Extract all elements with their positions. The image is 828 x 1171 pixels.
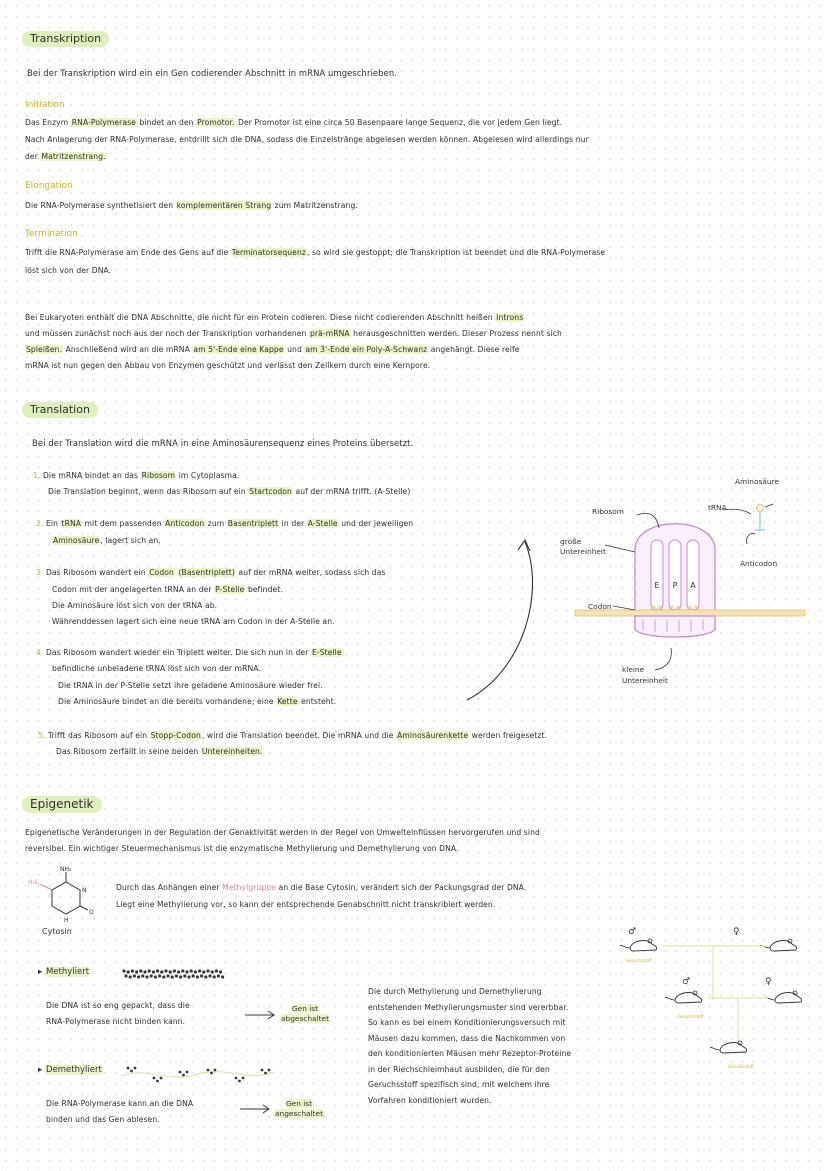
methyl-dot (150, 974, 153, 977)
cytosin-structure (26, 862, 106, 924)
arrow-shape (240, 1105, 269, 1113)
codon-pointer (613, 606, 635, 610)
highlight: Methylgruppe (222, 883, 277, 892)
mouse-text-line: Mäusen dazu kommen, dass die Nachkommen von (368, 1033, 566, 1043)
step-number: 1. (33, 471, 41, 480)
methyl-dot (215, 969, 218, 972)
text: Die Translation beginnt, wenn das Ribosom auf ein (48, 487, 249, 496)
label-codon: Codon (588, 602, 612, 611)
methyl-dot (192, 974, 195, 977)
methyl-dot (202, 970, 205, 973)
methyl-dot (207, 1069, 210, 1072)
text: und der jeweiligen (338, 519, 414, 528)
step-number: 5. (38, 731, 46, 740)
highlight: Promotor. (197, 118, 235, 127)
highlight: A-Stelle (307, 519, 338, 528)
highlight: abgeschaltet (281, 1014, 329, 1023)
methyliert-desc-1: Die DNA ist so eng gepackt, dass die (46, 1001, 190, 1010)
site-e-label: E (654, 581, 660, 590)
h3c-label: H₃C (28, 879, 40, 886)
methyl-dot (196, 975, 199, 978)
highlight: Stopp-Codon (150, 731, 201, 740)
methyl-dot (177, 970, 180, 973)
methyl-dot (198, 969, 201, 972)
text: Die RNA-Polymerase synthetisiert den (25, 201, 176, 210)
n-label: N (82, 887, 87, 894)
text: reversibel. Ein wichtiger Steuermechanismus ist die enzymatische (25, 844, 287, 853)
eukaryoten-line-2 (25, 326, 562, 341)
site-a-label: A (690, 581, 696, 590)
site-p-label: P (672, 581, 678, 590)
methyl-dot (238, 1080, 241, 1083)
methyl-dot (133, 974, 136, 977)
text: Untereinheit (560, 547, 606, 556)
mouse-text-line: in der Riechschleimhaut ausbilden, die für den (368, 1064, 550, 1074)
methyl-dot (153, 1077, 156, 1080)
methyl-dot (154, 975, 157, 978)
mouse-gen3 (710, 1041, 747, 1053)
methyl-dot (219, 970, 222, 973)
h-label: H (64, 917, 69, 924)
methyl-dot (235, 1077, 238, 1080)
text: in der (279, 519, 307, 528)
text: Das Ribosom wandert wieder ein Triplett weiter. Die sich nun in der (45, 648, 311, 657)
o-label: O (89, 909, 94, 916)
methyl-dot (183, 974, 186, 977)
mouse-text-line: Geruchsstoff spezifisch sind, mit welchem ihre (368, 1080, 550, 1089)
highlight: Gen ist (291, 1004, 319, 1013)
highlight: Demethyliert (45, 1065, 102, 1075)
methyl-dot (134, 1067, 137, 1070)
dots-group (127, 1067, 271, 1083)
text: und müssen zunächst noch aus der noch der Transkription vorhandenen (25, 329, 309, 338)
methyliert-desc-2: RNA-Polymerase nicht binden kann. (46, 1017, 186, 1026)
dots-group (122, 969, 224, 978)
methyl-dot (179, 975, 182, 978)
highlight: Matritzenstrang. (41, 152, 106, 161)
text: der (25, 152, 41, 161)
termination-line-1 (25, 245, 605, 260)
methyl-dot (261, 1069, 264, 1072)
label-trna: tRNA (708, 503, 727, 512)
termination-line-2: löst sich von der DNA. (25, 266, 112, 275)
highlight: Ribosom (141, 471, 176, 480)
methyl-dot (164, 969, 167, 972)
highlight: am 5'-Ende eine Kappe (193, 345, 284, 354)
methyl-dot (127, 970, 130, 973)
step-number: 2. (36, 519, 44, 528)
offspring-label: Geruchsstoff (728, 1064, 754, 1069)
text: Ein (45, 519, 61, 528)
methyl-dot (122, 969, 125, 972)
methyl-dot (242, 1077, 245, 1080)
dna-wave (122, 1072, 274, 1077)
large-subunit-pointer (605, 545, 635, 552)
text: Anschließend wird an die mRNA (63, 345, 193, 354)
methyl-dot (145, 975, 148, 978)
demethylated-dna-dots (118, 1060, 278, 1086)
methyl-dot (129, 975, 132, 978)
text: Das Ribosom zerfällt in seine beiden (56, 747, 201, 756)
text: herausgeschnitten werden. Dieser Prozess nennt sich (350, 329, 562, 338)
bond-ch3 (40, 884, 52, 890)
methyl-dot (213, 975, 216, 978)
methyl-dot (182, 1074, 185, 1077)
text: Trifft das Ribosom auf ein (47, 731, 150, 740)
text: Der Promotor ist eine circa 50 Basenpaare lange Sequenz, die vor jedem Gen liegt. (235, 118, 563, 127)
text: Methylierung (286, 844, 338, 853)
methyl-dot (221, 975, 224, 978)
highlight: P-Stelle (215, 585, 245, 594)
methyl-dot (160, 970, 163, 973)
methyl-dot (156, 969, 159, 972)
methyl-dot (137, 975, 140, 978)
mouse-text-line: den konditionierten Mäusen mehr Rezeptor-Proteine (368, 1049, 572, 1058)
highlight: (Basentriplett) (178, 568, 235, 577)
text: Das Enzym (25, 118, 71, 127)
mouse-family-tree (600, 920, 820, 1080)
section-title-translation: Translation (22, 402, 98, 418)
step-5-line-1 (38, 728, 547, 743)
methyl-dot (175, 974, 178, 977)
methyl-dot (166, 974, 169, 977)
cytosin-label: Cytosin (42, 927, 72, 936)
methyl-dot (152, 970, 155, 973)
text: Untereinheit (622, 676, 668, 685)
methyl-dot (200, 974, 203, 977)
step-3-line-2 (52, 582, 283, 597)
label-anticodon: Anticodon (740, 559, 778, 568)
methyl-dot (214, 1069, 217, 1072)
methyl-dot (179, 1071, 182, 1074)
methyl-dot (156, 1080, 159, 1083)
text: entsteht. (298, 697, 337, 706)
eukaryoten-line-1 (25, 310, 524, 325)
amino-acid-circle (757, 505, 764, 512)
label-grosse-untereinheit (560, 537, 606, 557)
mouse-text-line: Vorfahren konditioniert wurden. (368, 1095, 492, 1105)
initiation-line-1 (25, 115, 562, 130)
mouse-text-line: entstehenden Methylierungsmuster sind vererbbar. (368, 1002, 569, 1012)
step-4-line-2: befindliche unbeladene tRNA löst sich von der mRNA. (52, 664, 261, 673)
text: werden freigesetzt. (469, 731, 548, 740)
step-1-line-2 (48, 484, 410, 499)
initiation-line-3 (25, 149, 107, 164)
highlight: komplementären Strang (176, 201, 272, 210)
highlight: Basentriplett (227, 519, 279, 528)
step-number: 3. (36, 568, 44, 577)
text: und (337, 844, 358, 853)
text: mit dem passenden (82, 519, 165, 528)
text: Bei Eukaryoten enthält die DNA Abschnitte, die nicht für ein Protein codieren. Diese nicht codierenden Abschnitt heißen (25, 313, 496, 322)
highlight: Codon (149, 568, 174, 577)
step-4-line-3: Die tRNA in der P-Stelle setzt ihre geladene Aminosäure wieder frei. (58, 681, 323, 690)
female-symbol: ♀ (765, 977, 772, 987)
text: , so wird sie gestoppt; die Transkription ist beendet und die RNA-Polymerase (306, 248, 606, 257)
text: an die Base Cytosin, verändert sich der Packungsgrad der DNA. (276, 883, 527, 892)
text: Codon mit der angelagerten tRNA an der (52, 585, 215, 594)
female-symbol: ♀ (733, 927, 740, 937)
demethyliert-result (274, 1099, 324, 1119)
methyl-dot (143, 970, 146, 973)
highlight: Introns (496, 313, 524, 322)
highlight: Anticodon (165, 519, 205, 528)
methyl-dot (141, 974, 144, 977)
methyl-dot (139, 969, 142, 972)
methyl-dot (217, 974, 220, 977)
highlight: Aminosäurenkette (397, 731, 469, 740)
cycle-arrow-line (467, 542, 533, 700)
methyl-dot (169, 970, 172, 973)
highlight: Kette (277, 697, 298, 706)
demethyliert-desc-1: Die RNA-Polymerase kann an die DNA (46, 1099, 194, 1108)
text: befindet. (245, 585, 283, 594)
highlight: E-Stelle (311, 648, 342, 657)
arrow-right-icon (238, 1104, 272, 1114)
step-number: 4. (36, 648, 44, 657)
methyliert-result (280, 1004, 330, 1024)
eukaryoten-line-3 (25, 342, 520, 357)
text: Das Ribosom wandert ein (45, 568, 149, 577)
methyl-dot (206, 969, 209, 972)
step-3-line-3: Die Aminosäure löst sich von der tRNA ab. (52, 601, 218, 610)
text: und (284, 345, 305, 354)
methyl-text-line-1 (116, 880, 526, 895)
methyl-dot (268, 1069, 271, 1072)
methyl-dot (190, 969, 193, 972)
step-3-line-1 (36, 565, 386, 580)
methyl-dot (130, 1070, 133, 1073)
methyl-dot (210, 1072, 213, 1075)
text: bindet an den (136, 118, 197, 127)
demethyliert-label: ▸ Demethyliert (38, 1065, 102, 1075)
highlight: angeschaltet (275, 1109, 323, 1118)
methyl-dot (131, 969, 134, 972)
transkription-intro: Bei der Transkription wird ein ein Gen codierender Abschnitt in mRNA umgeschrieben. (27, 68, 397, 78)
methyl-dot (264, 1072, 267, 1075)
text: kleine (622, 665, 645, 674)
step-4-line-1 (36, 645, 343, 660)
highlight: prä-mRNA (309, 329, 350, 338)
heading-initiation: Initiation (25, 100, 65, 110)
methyl-dot (158, 974, 161, 977)
methyl-dot (204, 975, 207, 978)
tree-line-1 (662, 946, 765, 1000)
heading-termination: Termination (25, 229, 78, 239)
section-title-transkription: Transkription (22, 31, 109, 47)
text: Demethylierung (357, 844, 420, 853)
methyl-dot (124, 974, 127, 977)
methyliert-label: ▸ Methyliert (38, 967, 90, 977)
step-3-line-4: Währenddessen lagert sich eine neue tRNA am Codon in der A-Stelle an. (52, 617, 335, 626)
epigenetik-intro-line-2 (25, 841, 459, 856)
offspring-label: Geruchsstoff (678, 1014, 704, 1019)
methylated-dna-dots (120, 964, 230, 984)
p-site (669, 540, 681, 610)
highlight: am 3'-Ende ein Poly-A-Schwanz (305, 345, 428, 354)
mouse-text-line: Die durch Methylierung und Demethylierung (368, 987, 542, 996)
cycle-arrow (455, 530, 545, 710)
methyl-dot (160, 1077, 163, 1080)
methyl-dot (181, 969, 184, 972)
methyl-dot (208, 974, 211, 977)
translation-intro: Bei der Translation wird die mRNA in eine Aminosäurensequenz eines Proteins übersetzt. (32, 438, 414, 448)
text: , wird die Translation beendet. Die mRNA und die (201, 731, 397, 740)
elongation-line (25, 198, 358, 213)
methyl-dot (185, 970, 188, 973)
step-2-line-1 (36, 516, 413, 531)
epigenetik-intro-line-1: Epigenetische Veränderungen in der Regulation der Genaktivität werden in der Regel von Umwelteinflüssen hervorgerufen und sind (25, 828, 540, 837)
text: große (560, 537, 582, 546)
methyl-dot (135, 970, 138, 973)
ribosome-diagram (555, 470, 825, 700)
text: auf der mRNA trifft. (A-Stelle) (292, 487, 411, 496)
methyl-text-line-2: Liegt eine Methylierung vor, so kann der entsprechende Genabschnitt nicht transkribiert werden. (116, 900, 496, 909)
highlight: Terminatorsequenz (231, 248, 306, 257)
text: Durch das Anhängen einer (116, 883, 223, 892)
tree-line-2 (708, 998, 768, 1048)
label-kleine-untereinheit (622, 664, 668, 686)
e-site (651, 540, 663, 610)
text: zum (205, 519, 227, 528)
label-ribosom: Ribosom (592, 507, 624, 516)
methyl-dot (127, 1067, 130, 1070)
methyl-dot (187, 975, 190, 978)
text: von DNA. (419, 844, 459, 853)
section-title-epigenetik: Epigenetik (22, 796, 102, 813)
ring (52, 882, 80, 914)
methyl-dot (171, 975, 174, 978)
methyl-dot (211, 970, 214, 973)
male-symbol: ♂ (682, 977, 691, 987)
methyl-dot (148, 969, 151, 972)
mouse-female-gen1 (760, 939, 797, 951)
methyl-dot (162, 975, 165, 978)
demethyliert-desc-2: binden und das Gen ablesen. (46, 1115, 160, 1124)
trna-pointer (723, 509, 751, 514)
text: Die mRNA bindet an das (42, 471, 141, 480)
highlight: Spleißen. (26, 345, 63, 354)
ribosom-pointer (637, 513, 659, 528)
heading-elongation: Elongation (25, 181, 73, 191)
text: Trifft die RNA-Polymerase am Ende des Gens auf die (25, 248, 231, 257)
step-1-line-1 (33, 468, 239, 483)
arrow-shape (245, 1011, 274, 1019)
mouse-female-gen2 (765, 991, 802, 1003)
highlight: Methyliert (45, 967, 90, 977)
offspring-label: Geruchsstoff (626, 958, 652, 963)
nh2-label: NH₂ (60, 866, 72, 873)
highlight: Untereinheiten. (201, 747, 263, 756)
arrow-right-icon (243, 1010, 277, 1020)
text: angehängt. Diese reife (428, 345, 520, 354)
mouse-male-gen1 (620, 939, 657, 951)
text: zum Matritzenstrang. (272, 201, 358, 210)
methyl-dot (173, 969, 176, 972)
amino-acid-pointer (765, 504, 773, 507)
step-4-line-4 (58, 694, 336, 709)
eukaryoten-line-4: mRNA ist nun gegen den Abbau von Enzymen geschützt und verlässt den Zellkern durch eine Kernpore. (25, 361, 431, 370)
step-5-line-2 (56, 744, 263, 759)
step-2-line-2 (52, 533, 161, 548)
highlight: Gen ist (285, 1099, 313, 1108)
highlight: tRNA (61, 519, 82, 528)
highlight: RNA-Polymerase (71, 118, 136, 127)
mouse-text (368, 984, 571, 1108)
methyl-dot (194, 970, 197, 973)
mouse-male-gen2 (665, 991, 702, 1003)
label-aminosaeure: Aminosäure (735, 477, 780, 486)
highlight: Aminosäure (53, 536, 100, 545)
initiation-line-2: Nach Anlagerung der RNA-Polymerase, entdrillt sich die DNA, sodass die Einzelstränge abgelesen werden können. Abgelesen wird allerdings nur (25, 135, 589, 144)
text: im Cytoplasma. (176, 471, 240, 480)
text: , lagert sich an. (100, 536, 161, 545)
bond-o (80, 906, 88, 910)
anticodon-pointer (747, 533, 755, 544)
highlight: Startcodon (249, 487, 292, 496)
methyl-dot (186, 1071, 189, 1074)
text: auf der mRNA weiter, sodass sich das (235, 568, 386, 577)
a-site (687, 540, 699, 610)
mouse-text-line: So kann es bei einem Konditionierungsversuch mit (368, 1018, 566, 1027)
male-symbol: ♂ (628, 927, 637, 937)
text: Die Aminosäure bindet an die bereits vorhandene; eine (58, 697, 277, 706)
